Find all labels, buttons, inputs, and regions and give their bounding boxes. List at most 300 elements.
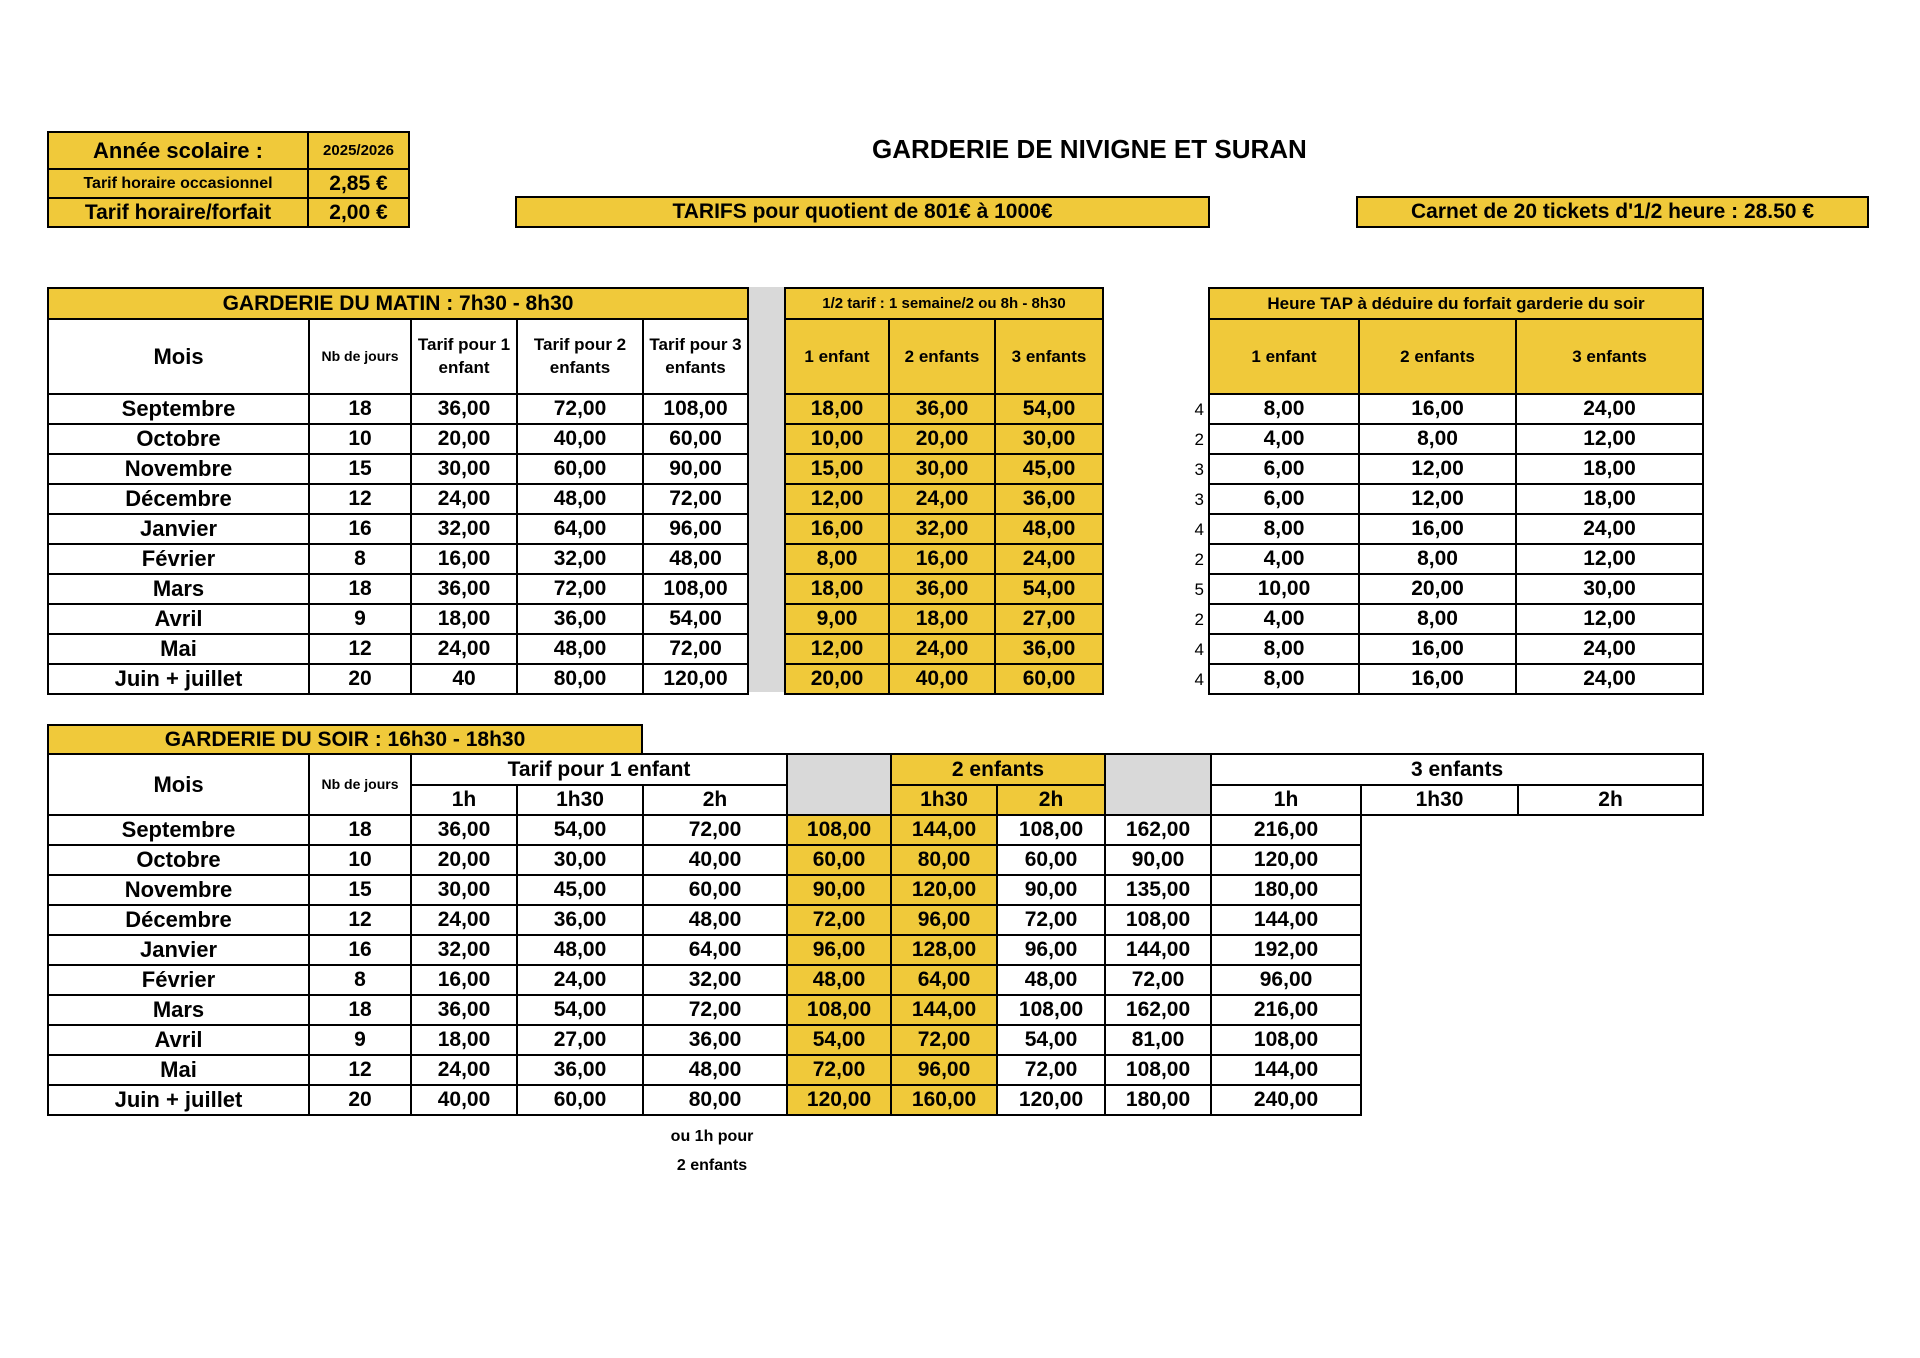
half-1-child-cell: 18,00 (785, 394, 889, 424)
rate-2-children-cell: 64,00 (517, 514, 643, 544)
three-children-1h-cell: 90,00 (997, 875, 1105, 905)
half-1-child-cell: 20,00 (785, 664, 889, 694)
tap-hours-count: 3 (1194, 490, 1204, 509)
two-children-2h-cell: 72,00 (891, 1025, 997, 1055)
page-title: GARDERIE DE NIVIGNE ET SURAN (872, 134, 1307, 164)
forfait-rate-value: 2,00 € (307, 197, 410, 228)
three-children-1h-cell: 72,00 (997, 1055, 1105, 1085)
month-cell: Avril (48, 604, 309, 634)
month-cell: Octobre (48, 424, 309, 454)
school-year-label: Année scolaire : (47, 131, 309, 170)
half-row (785, 664, 1103, 694)
tap-3-children-cell: 24,00 (1516, 394, 1703, 424)
month-cell: Juin + juillet (48, 664, 309, 694)
half-title: 1/2 tarif : 1 semaine/2 ou 8h - 8h30 (785, 288, 1103, 319)
three-children-1h30-cell: 81,00 (1105, 1025, 1211, 1055)
matin-col-t2: Tarif pour 2 enfants (517, 319, 643, 394)
one-child-2h-cell: 48,00 (643, 1055, 787, 1085)
three-children-2h-cell: 216,00 (1211, 995, 1361, 1025)
half-3-children-cell: 60,00 (995, 664, 1103, 694)
matin-col-mois: Mois (48, 319, 309, 394)
tap-row (1209, 424, 1703, 454)
month-cell: Février (48, 965, 309, 995)
tap-2-children-cell: 16,00 (1359, 514, 1516, 544)
soir-row (48, 905, 1703, 935)
one-child-1h-cell: 20,00 (411, 845, 517, 875)
three-children-2h-cell: 108,00 (1211, 1025, 1361, 1055)
soir-row (48, 1085, 1703, 1115)
half-col-1: 1 enfant (785, 319, 889, 394)
days-cell: 18 (309, 995, 411, 1025)
matin-row (48, 514, 748, 544)
matin-row (48, 424, 748, 454)
rate-3-children-cell: 96,00 (643, 514, 748, 544)
tap-3-children-cell: 12,00 (1516, 424, 1703, 454)
days-cell: 20 (309, 664, 411, 694)
tap-1-child-cell: 4,00 (1209, 424, 1359, 454)
matin-row (48, 604, 748, 634)
tap-table (1208, 287, 1704, 695)
tap-1-child-cell: 8,00 (1209, 664, 1359, 694)
soir-e3-1h: 1h (1211, 785, 1361, 815)
days-cell: 12 (309, 634, 411, 664)
rate-1-child-cell: 40 (411, 664, 517, 694)
days-cell: 10 (309, 424, 411, 454)
tap-2-children-cell: 8,00 (1359, 604, 1516, 634)
half-row (785, 604, 1103, 634)
matin-col-t1: Tarif pour 1 enfant (411, 319, 517, 394)
rate-1-child-cell: 32,00 (411, 514, 517, 544)
days-cell: 9 (309, 604, 411, 634)
matin-row (48, 394, 748, 424)
tap-hours-count: 4 (1194, 400, 1204, 419)
two-children-1h30-cell: 120,00 (787, 1085, 891, 1115)
occasional-rate-label: Tarif horaire occasionnel (47, 168, 309, 199)
soir-t1-2h: 2h (643, 785, 787, 815)
days-cell: 12 (309, 905, 411, 935)
half-1-child-cell: 18,00 (785, 574, 889, 604)
rate-3-children-cell: 108,00 (643, 574, 748, 604)
month-cell: Avril (48, 1025, 309, 1055)
one-child-1h-cell: 40,00 (411, 1085, 517, 1115)
tap-3-children-cell: 18,00 (1516, 454, 1703, 484)
half-3-children-cell: 36,00 (995, 634, 1103, 664)
rate-2-children-cell: 48,00 (517, 484, 643, 514)
one-child-1h30-cell: 48,00 (517, 935, 643, 965)
three-children-1h-cell: 48,00 (997, 965, 1105, 995)
month-cell: Septembre (48, 394, 309, 424)
one-child-1h30-cell: 54,00 (517, 995, 643, 1025)
one-child-1h30-cell: 36,00 (517, 1055, 643, 1085)
matin-title: GARDERIE DU MATIN : 7h30 - 8h30 (48, 288, 748, 319)
half-1-child-cell: 9,00 (785, 604, 889, 634)
one-child-1h-cell: 24,00 (411, 1055, 517, 1085)
soir-row (48, 995, 1703, 1025)
two-children-1h30-cell: 60,00 (787, 845, 891, 875)
one-child-2h-cell: 40,00 (643, 845, 787, 875)
one-child-2h-cell: 80,00 (643, 1085, 787, 1115)
half-3-children-cell: 54,00 (995, 574, 1103, 604)
tap-hours-count: 2 (1194, 430, 1204, 449)
half-row (785, 514, 1103, 544)
tap-col-1: 1 enfant (1209, 319, 1359, 394)
soir-e3-2h: 2h (1518, 785, 1703, 815)
half-1-child-cell: 8,00 (785, 544, 889, 574)
rate-1-child-cell: 20,00 (411, 424, 517, 454)
tap-3-children-cell: 30,00 (1516, 574, 1703, 604)
one-child-2h-cell: 48,00 (643, 905, 787, 935)
soir-col-nb: Nb de jours (309, 754, 411, 815)
one-child-1h-cell: 18,00 (411, 1025, 517, 1055)
half-2-children-cell: 32,00 (889, 514, 995, 544)
tap-row (1209, 664, 1703, 694)
two-children-2h-cell: 128,00 (891, 935, 997, 965)
three-children-1h-cell: 60,00 (997, 845, 1105, 875)
days-cell: 20 (309, 1085, 411, 1115)
half-1-child-cell: 12,00 (785, 634, 889, 664)
tap-2-children-cell: 20,00 (1359, 574, 1516, 604)
three-children-1h-cell: 54,00 (997, 1025, 1105, 1055)
tap-row (1209, 514, 1703, 544)
half-col-3: 3 enfants (995, 319, 1103, 394)
one-child-1h-cell: 24,00 (411, 905, 517, 935)
rate-1-child-cell: 18,00 (411, 604, 517, 634)
rate-2-children-cell: 72,00 (517, 574, 643, 604)
rate-2-children-cell: 72,00 (517, 394, 643, 424)
tap-row (1209, 634, 1703, 664)
tap-3-children-cell: 12,00 (1516, 544, 1703, 574)
tap-2-children-cell: 8,00 (1359, 544, 1516, 574)
half-3-children-cell: 27,00 (995, 604, 1103, 634)
two-children-1h30-cell: 54,00 (787, 1025, 891, 1055)
half-3-children-cell: 54,00 (995, 394, 1103, 424)
tap-1-child-cell: 4,00 (1209, 604, 1359, 634)
three-children-2h-cell: 240,00 (1211, 1085, 1361, 1115)
soir-row (48, 1055, 1703, 1085)
rate-3-children-cell: 90,00 (643, 454, 748, 484)
month-cell: Décembre (48, 484, 309, 514)
two-children-1h30-cell: 96,00 (787, 935, 891, 965)
one-child-2h-cell: 60,00 (643, 875, 787, 905)
carnet-banner: Carnet de 20 tickets d'1/2 heure : 28.50 € (1356, 196, 1869, 228)
rate-3-children-cell: 120,00 (643, 664, 748, 694)
month-cell: Mai (48, 634, 309, 664)
matin-half-table (784, 287, 1104, 695)
rate-1-child-cell: 24,00 (411, 634, 517, 664)
tap-2-children-cell: 16,00 (1359, 394, 1516, 424)
half-row (785, 634, 1103, 664)
one-child-1h30-cell: 30,00 (517, 845, 643, 875)
soir-e2-2h: 2h (997, 785, 1105, 815)
matin-table (47, 287, 749, 695)
half-2-children-cell: 30,00 (889, 454, 995, 484)
soir-e2-group: 2 enfants (891, 754, 1105, 785)
two-children-1h30-cell: 72,00 (787, 905, 891, 935)
month-cell: Mars (48, 995, 309, 1025)
two-children-1h30-cell: 72,00 (787, 1055, 891, 1085)
half-row (785, 574, 1103, 604)
days-cell: 15 (309, 454, 411, 484)
half-row (785, 424, 1103, 454)
days-cell: 12 (309, 1055, 411, 1085)
half-2-children-cell: 24,00 (889, 484, 995, 514)
rate-3-children-cell: 72,00 (643, 634, 748, 664)
tap-row (1209, 574, 1703, 604)
month-cell: Novembre (48, 875, 309, 905)
one-child-1h-cell: 32,00 (411, 935, 517, 965)
three-children-1h30-cell: 72,00 (1105, 965, 1211, 995)
tap-col-2: 2 enfants (1359, 319, 1516, 394)
rate-3-children-cell: 60,00 (643, 424, 748, 454)
matin-row (48, 544, 748, 574)
matin-col-t3: Tarif pour 3 enfants (643, 319, 748, 394)
tap-hours-count: 4 (1194, 640, 1204, 659)
tap-title: Heure TAP à déduire du forfait garderie du soir (1209, 288, 1703, 319)
forfait-rate-label: Tarif horaire/forfait (47, 197, 309, 228)
days-cell: 18 (309, 394, 411, 424)
two-children-2h-cell: 144,00 (891, 815, 997, 845)
tap-1-child-cell: 8,00 (1209, 634, 1359, 664)
tap-2-children-cell: 12,00 (1359, 484, 1516, 514)
days-cell: 8 (309, 544, 411, 574)
three-children-2h-cell: 120,00 (1211, 845, 1361, 875)
month-cell: Janvier (48, 514, 309, 544)
days-cell: 15 (309, 875, 411, 905)
half-row (785, 544, 1103, 574)
days-cell: 10 (309, 845, 411, 875)
matin-row (48, 664, 748, 694)
tarifs-banner: TARIFS pour quotient de 801€ à 1000€ (515, 196, 1210, 228)
three-children-2h-cell: 144,00 (1211, 905, 1361, 935)
rate-3-children-cell: 54,00 (643, 604, 748, 634)
half-1-child-cell: 12,00 (785, 484, 889, 514)
rate-3-children-cell: 48,00 (643, 544, 748, 574)
tap-hours-count: 4 (1194, 670, 1204, 689)
two-children-1h30-cell: 108,00 (787, 815, 891, 845)
tap-row (1209, 544, 1703, 574)
rate-2-children-cell: 40,00 (517, 424, 643, 454)
two-children-2h-cell: 120,00 (891, 875, 997, 905)
soir-row (48, 845, 1703, 875)
half-1-child-cell: 10,00 (785, 424, 889, 454)
soir-t1-1h: 1h (411, 785, 517, 815)
soir-row (48, 1025, 1703, 1055)
half-row (785, 454, 1103, 484)
one-child-1h-cell: 30,00 (411, 875, 517, 905)
three-children-1h-cell: 72,00 (997, 905, 1105, 935)
half-1-child-cell: 15,00 (785, 454, 889, 484)
days-cell: 16 (309, 514, 411, 544)
matin-row (48, 634, 748, 664)
one-child-1h-cell: 36,00 (411, 815, 517, 845)
days-cell: 8 (309, 965, 411, 995)
tap-hours-count: 3 (1194, 460, 1204, 479)
soir-row (48, 815, 1703, 845)
two-children-2h-cell: 160,00 (891, 1085, 997, 1115)
half-2-children-cell: 40,00 (889, 664, 995, 694)
half-3-children-cell: 36,00 (995, 484, 1103, 514)
three-children-2h-cell: 180,00 (1211, 875, 1361, 905)
matin-row (48, 454, 748, 484)
rate-1-child-cell: 36,00 (411, 574, 517, 604)
three-children-2h-cell: 96,00 (1211, 965, 1361, 995)
soir-row (48, 935, 1703, 965)
two-children-1h30-cell: 90,00 (787, 875, 891, 905)
soir-note (642, 1122, 782, 1180)
half-3-children-cell: 48,00 (995, 514, 1103, 544)
two-children-2h-cell: 96,00 (891, 905, 997, 935)
rate-2-children-cell: 32,00 (517, 544, 643, 574)
tap-3-children-cell: 24,00 (1516, 514, 1703, 544)
soir-e2-1h30: 1h30 (891, 785, 997, 815)
one-child-1h30-cell: 36,00 (517, 905, 643, 935)
matin-row (48, 484, 748, 514)
occasional-rate-value: 2,85 € (307, 168, 410, 199)
one-child-1h30-cell: 27,00 (517, 1025, 643, 1055)
rate-1-child-cell: 36,00 (411, 394, 517, 424)
tap-1-child-cell: 10,00 (1209, 574, 1359, 604)
two-children-2h-cell: 80,00 (891, 845, 997, 875)
tap-1-child-cell: 8,00 (1209, 514, 1359, 544)
three-children-2h-cell: 144,00 (1211, 1055, 1361, 1085)
matin-col-nb: Nb de jours (309, 319, 411, 394)
soir-note-line2: 2 enfants (676, 1157, 748, 1174)
three-children-1h-cell: 96,00 (997, 935, 1105, 965)
soir-gray-spacer-2 (1105, 754, 1211, 815)
tap-3-children-cell: 12,00 (1516, 604, 1703, 634)
half-2-children-cell: 16,00 (889, 544, 995, 574)
half-2-children-cell: 18,00 (889, 604, 995, 634)
month-cell: Octobre (48, 845, 309, 875)
days-cell: 9 (309, 1025, 411, 1055)
half-3-children-cell: 30,00 (995, 424, 1103, 454)
month-cell: Septembre (48, 815, 309, 845)
two-children-2h-cell: 96,00 (891, 1055, 997, 1085)
three-children-1h30-cell: 108,00 (1105, 1055, 1211, 1085)
tap-2-children-cell: 12,00 (1359, 454, 1516, 484)
days-cell: 16 (309, 935, 411, 965)
rate-1-child-cell: 30,00 (411, 454, 517, 484)
month-cell: Décembre (48, 905, 309, 935)
one-child-1h-cell: 36,00 (411, 995, 517, 1025)
tap-col-3: 3 enfants (1516, 319, 1703, 394)
one-child-2h-cell: 64,00 (643, 935, 787, 965)
three-children-1h-cell: 120,00 (997, 1085, 1105, 1115)
one-child-2h-cell: 72,00 (643, 815, 787, 845)
soir-col-mois: Mois (48, 754, 309, 815)
two-children-2h-cell: 64,00 (891, 965, 997, 995)
tap-row (1209, 604, 1703, 634)
tap-hours-count: 5 (1194, 580, 1204, 599)
half-row (785, 484, 1103, 514)
rate-1-child-cell: 16,00 (411, 544, 517, 574)
rate-3-children-cell: 72,00 (643, 484, 748, 514)
days-cell: 12 (309, 484, 411, 514)
soir-e3-group: 3 enfants (1211, 754, 1703, 785)
three-children-1h30-cell: 180,00 (1105, 1085, 1211, 1115)
rate-2-children-cell: 60,00 (517, 454, 643, 484)
month-cell: Mars (48, 574, 309, 604)
matin-row (48, 574, 748, 604)
half-3-children-cell: 24,00 (995, 544, 1103, 574)
three-children-1h30-cell: 162,00 (1105, 995, 1211, 1025)
three-children-1h30-cell: 135,00 (1105, 875, 1211, 905)
tap-3-children-cell: 24,00 (1516, 664, 1703, 694)
rate-2-children-cell: 80,00 (517, 664, 643, 694)
one-child-1h30-cell: 54,00 (517, 815, 643, 845)
rate-2-children-cell: 48,00 (517, 634, 643, 664)
tap-1-child-cell: 8,00 (1209, 394, 1359, 424)
days-cell: 18 (309, 815, 411, 845)
half-col-2: 2 enfants (889, 319, 995, 394)
tap-1-child-cell: 6,00 (1209, 454, 1359, 484)
soir-t1-1h30: 1h30 (517, 785, 643, 815)
half-2-children-cell: 36,00 (889, 394, 995, 424)
two-children-1h30-cell: 108,00 (787, 995, 891, 1025)
half-row (785, 394, 1103, 424)
soir-t1-group: Tarif pour 1 enfant (411, 754, 787, 785)
two-children-2h-cell: 144,00 (891, 995, 997, 1025)
one-child-1h30-cell: 24,00 (517, 965, 643, 995)
soir-note-line1: ou 1h pour (670, 1128, 754, 1145)
soir-table (47, 753, 1704, 1116)
one-child-1h30-cell: 45,00 (517, 875, 643, 905)
half-2-children-cell: 20,00 (889, 424, 995, 454)
tap-hours-count: 4 (1194, 520, 1204, 539)
month-cell: Février (48, 544, 309, 574)
month-cell: Novembre (48, 454, 309, 484)
tap-1-child-cell: 4,00 (1209, 544, 1359, 574)
month-cell: Juin + juillet (48, 1085, 309, 1115)
rate-3-children-cell: 108,00 (643, 394, 748, 424)
rate-1-child-cell: 24,00 (411, 484, 517, 514)
half-2-children-cell: 36,00 (889, 574, 995, 604)
tap-hours-count: 2 (1194, 610, 1204, 629)
one-child-1h30-cell: 60,00 (517, 1085, 643, 1115)
tap-3-children-cell: 24,00 (1516, 634, 1703, 664)
three-children-1h30-cell: 90,00 (1105, 845, 1211, 875)
one-child-2h-cell: 72,00 (643, 995, 787, 1025)
three-children-1h-cell: 108,00 (997, 995, 1105, 1025)
tap-1-child-cell: 6,00 (1209, 484, 1359, 514)
three-children-1h-cell: 108,00 (997, 815, 1105, 845)
rate-2-children-cell: 36,00 (517, 604, 643, 634)
tap-2-children-cell: 16,00 (1359, 664, 1516, 694)
one-child-2h-cell: 36,00 (643, 1025, 787, 1055)
half-1-child-cell: 16,00 (785, 514, 889, 544)
half-3-children-cell: 45,00 (995, 454, 1103, 484)
one-child-1h-cell: 16,00 (411, 965, 517, 995)
days-cell: 18 (309, 574, 411, 604)
three-children-1h30-cell: 144,00 (1105, 935, 1211, 965)
two-children-1h30-cell: 48,00 (787, 965, 891, 995)
soir-gray-spacer-1 (787, 754, 891, 815)
three-children-2h-cell: 216,00 (1211, 815, 1361, 845)
soir-title: GARDERIE DU SOIR : 16h30 - 18h30 (47, 724, 643, 755)
tap-3-children-cell: 18,00 (1516, 484, 1703, 514)
school-year-value: 2025/2026 (307, 131, 410, 170)
tap-row (1209, 484, 1703, 514)
soir-row (48, 965, 1703, 995)
tap-hours-count: 2 (1194, 550, 1204, 569)
tap-row (1209, 454, 1703, 484)
three-children-1h30-cell: 108,00 (1105, 905, 1211, 935)
one-child-2h-cell: 32,00 (643, 965, 787, 995)
tap-2-children-cell: 8,00 (1359, 424, 1516, 454)
tap-2-children-cell: 16,00 (1359, 634, 1516, 664)
month-cell: Janvier (48, 935, 309, 965)
tap-row (1209, 394, 1703, 424)
